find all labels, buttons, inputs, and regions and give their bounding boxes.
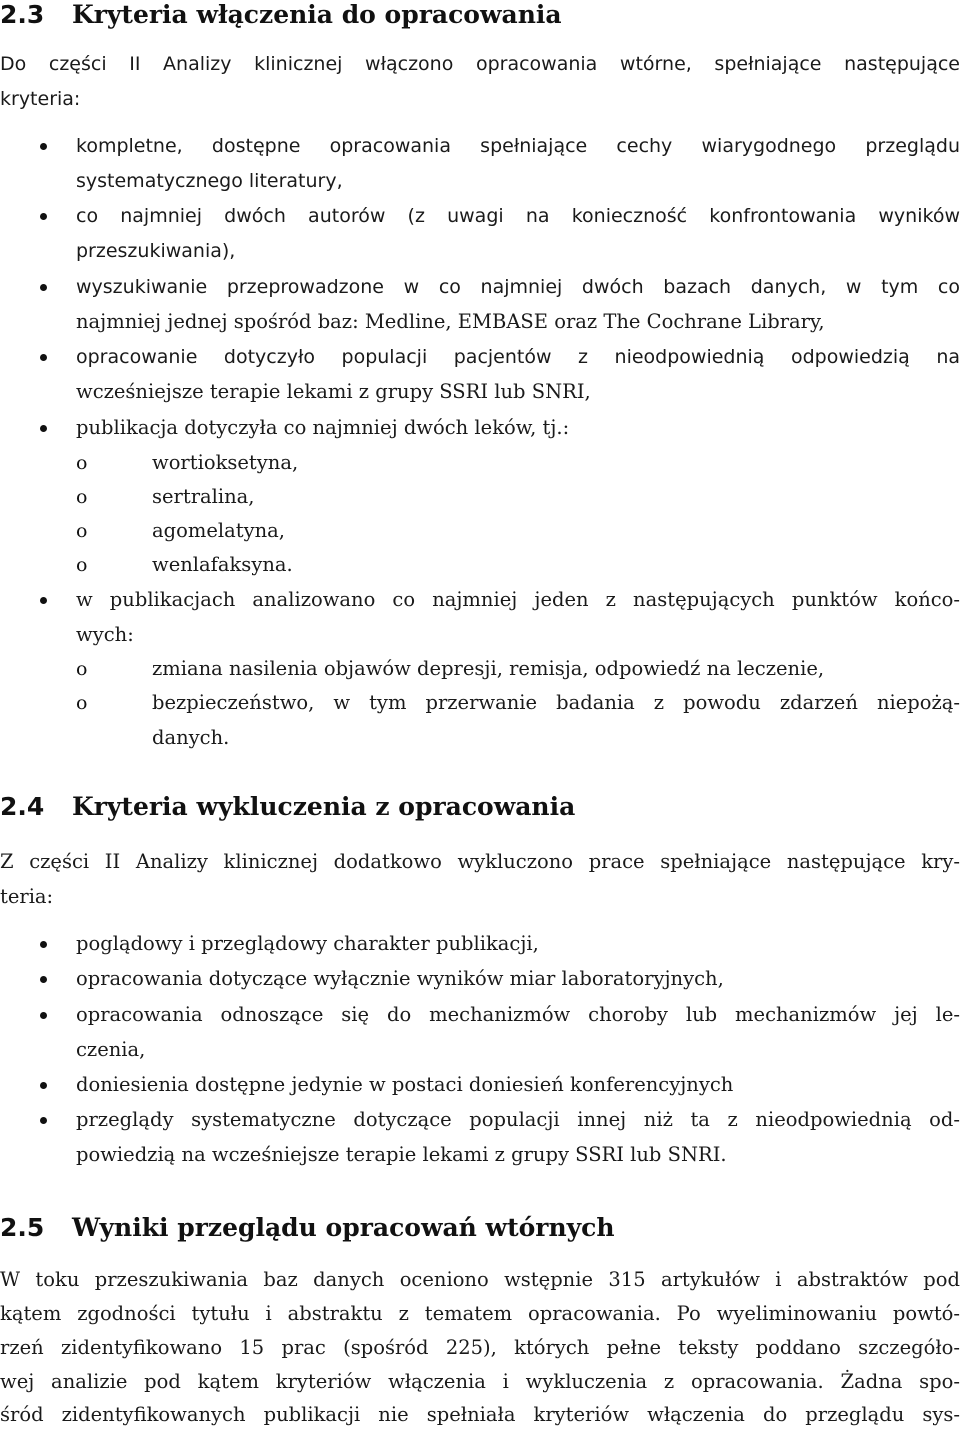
section-title: Kryteria włączenia do opracowania — [72, 0, 562, 29]
section-number: 2.5 — [0, 1213, 45, 1242]
sub-item-text: wenlafaksyna. — [152, 553, 293, 576]
bullet-icon — [40, 143, 47, 150]
sub-item-text: sertralina, — [152, 485, 255, 508]
bullet-icon — [40, 597, 47, 604]
paragraph-line: rzeń zidentyfikowano 15 prac (spośród 225), których pełne teksty poddano szczegóło- — [0, 1336, 960, 1359]
bullet-text: kompletne, dostępne opracowania spełniające cechy wiarygodnego przeglądu — [76, 135, 960, 157]
sub-bullet-icon: o — [76, 692, 88, 714]
section-number: 2.4 — [0, 792, 45, 821]
paragraph-line: kątem zgodności tytułu i abstraktu z tematem opracowania. Po wyeliminowaniu powtó- — [0, 1302, 960, 1325]
bullet-text: powiedzią na wcześniejsze terapie lekami z grupy SSRI lub SNRI. — [76, 1143, 727, 1166]
sub-bullet-icon: o — [76, 486, 88, 508]
section-heading-2-5 — [0, 1213, 700, 1253]
bullet-icon — [40, 1012, 47, 1019]
intro-line: Do części II Analizy klinicznej włączono opracowania wtórne, spełniające następujące — [0, 53, 960, 75]
bullet-text: czenia, — [76, 1038, 146, 1061]
bullet-icon — [40, 284, 47, 291]
section-heading-2-3 — [0, 0, 600, 40]
bullet-text: systematycznego literatury, — [76, 170, 343, 192]
sub-item-text: zmiana nasilenia objawów depresji, remisja, odpowiedź na leczenie, — [152, 657, 825, 680]
sub-item-text: danych. — [152, 726, 230, 749]
bullet-icon — [40, 941, 47, 948]
sub-bullet-icon: o — [76, 658, 88, 680]
bullet-text: wych: — [76, 623, 134, 646]
intro-line: teria: — [0, 885, 54, 908]
bullet-icon — [40, 354, 47, 361]
sub-item-text: wortioksetyna, — [152, 451, 299, 474]
paragraph-line: śród zidentyfikowanych publikacji nie spełniała kryteriów włączenia do przeglądu sys- — [0, 1403, 960, 1426]
bullet-text: opracowanie dotyczyło populacji pacjentów z nieodpowiednią odpowiedzią na — [76, 346, 960, 368]
sub-bullet-icon: o — [76, 452, 88, 474]
bullet-text: doniesienia dostępne jedynie w postaci doniesień konferencyjnych — [76, 1073, 734, 1096]
bullet-text: wcześniejsze terapie lekami z grupy SSRI lub SNRI, — [76, 380, 591, 403]
bullet-icon — [40, 1082, 47, 1089]
bullet-text: opracowania dotyczące wyłącznie wyników miar laboratoryjnych, — [76, 967, 724, 990]
bullet-text: najmniej jednej spośród baz: Medline, EMBASE oraz The Cochrane Library, — [76, 310, 825, 333]
bullet-icon — [40, 425, 47, 432]
paragraph-line: W toku przeszukiwania baz danych oceniono wstępnie 315 artykułów i abstraktów pod — [0, 1268, 960, 1291]
section-heading-2-4 — [0, 792, 600, 832]
sub-item-text: bezpieczeństwo, w tym przerwanie badania z powodu zdarzeń niepożą- — [152, 691, 960, 714]
intro-line: Z części II Analizy klinicznej dodatkowo wykluczono prace spełniające następujące kry- — [0, 850, 960, 873]
bullet-text: publikacja dotyczyła co najmniej dwóch leków, tj.: — [76, 416, 570, 439]
paragraph-line: wej analizie pod kątem kryteriów włączenia i wykluczenia z opracowania. Żadna spo- — [0, 1370, 960, 1393]
bullet-icon — [40, 976, 47, 983]
section-title: Kryteria wykluczenia z opracowania — [72, 792, 576, 821]
bullet-text: w publikacjach analizowano co najmniej jeden z następujących punktów końco- — [76, 588, 960, 611]
bullet-text: przeszukiwania), — [76, 240, 236, 262]
section-number: 2.3 — [0, 0, 45, 29]
intro-line: kryteria: — [0, 88, 81, 110]
bullet-icon — [40, 213, 47, 220]
bullet-text: poglądowy i przeglądowy charakter publikacji, — [76, 932, 539, 955]
sub-bullet-icon: o — [76, 520, 88, 542]
bullet-icon — [40, 1117, 47, 1124]
sub-item-text: agomelatyna, — [152, 519, 285, 542]
bullet-text: co najmniej dwóch autorów (z uwagi na konieczność konfrontowania wyników — [76, 205, 960, 227]
bullet-text: przeglądy systematyczne dotyczące populacji innej niż ta z nieodpowiednią od- — [76, 1108, 960, 1131]
section-title: Wyniki przeglądu opracowań wtórnych — [72, 1213, 615, 1242]
sub-bullet-icon: o — [76, 554, 88, 576]
bullet-text: wyszukiwanie przeprowadzone w co najmniej dwóch bazach danych, w tym co — [76, 276, 960, 298]
bullet-text: opracowania odnoszące się do mechanizmów choroby lub mechanizmów jej le- — [76, 1003, 960, 1026]
